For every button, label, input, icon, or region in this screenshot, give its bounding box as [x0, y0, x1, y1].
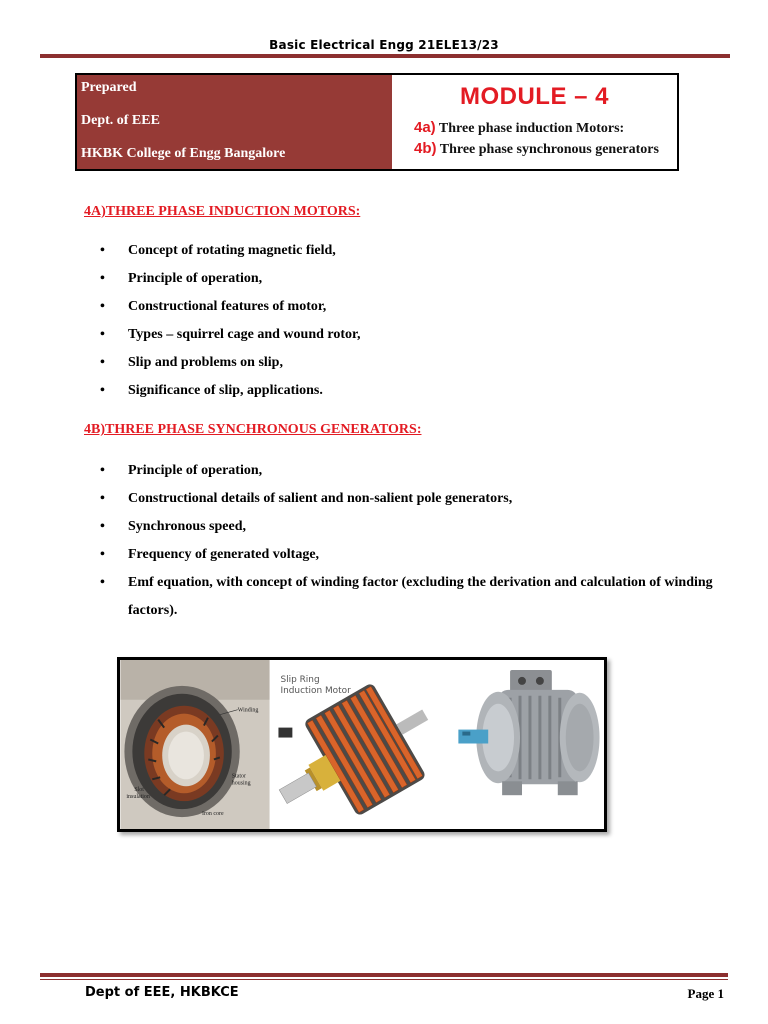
rotor-caption-line2: Induction Motor — [280, 685, 351, 696]
motor-images-figure — [117, 657, 607, 832]
rotor-caption-line1: Slip Ring — [280, 674, 320, 685]
section-a-list — [100, 242, 360, 410]
department-label: Dept. of EEE — [81, 113, 160, 128]
section-b-list — [100, 462, 740, 625]
slot-insulation-line2: insulation — [126, 794, 150, 801]
module-title: MODULE – 4 — [459, 83, 610, 110]
stator-housing-line1: Stator — [231, 773, 247, 780]
module-panel — [392, 75, 677, 169]
subtopic-a-code: 4a) — [414, 119, 436, 136]
subtopic-b-code: 4b) — [414, 140, 437, 157]
slip-ring-rotor-image — [270, 660, 440, 829]
title-block — [75, 73, 679, 171]
prepared-label: Prepared — [81, 80, 137, 95]
stator-housing-line2: housing — [231, 780, 251, 787]
author-panel — [77, 75, 392, 169]
list-item: • Principle of operation, — [100, 270, 360, 298]
module-subtopic-a — [414, 119, 624, 137]
college-label: HKBK College of Engg Bangalore — [81, 146, 286, 161]
list-item: • Synchronous speed, — [100, 518, 740, 546]
subtopic-b-text: Three phase synchronous generators — [436, 142, 659, 157]
page-header: Basic Electrical Engg 21ELE13/23 — [269, 38, 499, 52]
footer-rule — [40, 973, 728, 977]
list-item: • Constructional details of salient and non-salient pole generators, — [100, 490, 740, 518]
list-item: • Slip and problems on slip, — [100, 354, 360, 382]
list-item: • Types – squirrel cage and wound rotor, — [100, 326, 360, 354]
list-item: • Significance of slip, applications. — [100, 382, 360, 410]
footer-department: Dept of EEE, HKBKCE — [85, 985, 239, 1000]
page-number: Page 1 — [687, 986, 724, 1001]
list-item: • Emf equation, with concept of winding factor (excluding the derivation and calculation of winding factors). — [100, 569, 740, 625]
list-item: • Constructional features of motor, — [100, 298, 360, 326]
winding-label: Winding — [237, 707, 259, 714]
slot-insulation-line1: Slot — [134, 787, 144, 794]
module-subtopic-b — [414, 140, 659, 158]
subtopic-a-text: Three phase induction Motors: — [435, 121, 625, 136]
induction-motor-image — [440, 660, 605, 829]
iron-core-label: Iron core — [201, 811, 224, 818]
footer-rule-thin — [40, 979, 728, 980]
stator-cutaway-image — [120, 660, 270, 829]
header-rule — [40, 54, 730, 58]
section-b-heading: 4B)THREE PHASE SYNCHRONOUS GENERATORS: — [84, 422, 422, 437]
section-a-heading: 4A)THREE PHASE INDUCTION MOTORS: — [84, 204, 361, 219]
list-item: • Frequency of generated voltage, — [100, 546, 740, 574]
list-item: • Principle of operation, — [100, 462, 740, 490]
list-item: • Concept of rotating magnetic field, — [100, 242, 360, 270]
